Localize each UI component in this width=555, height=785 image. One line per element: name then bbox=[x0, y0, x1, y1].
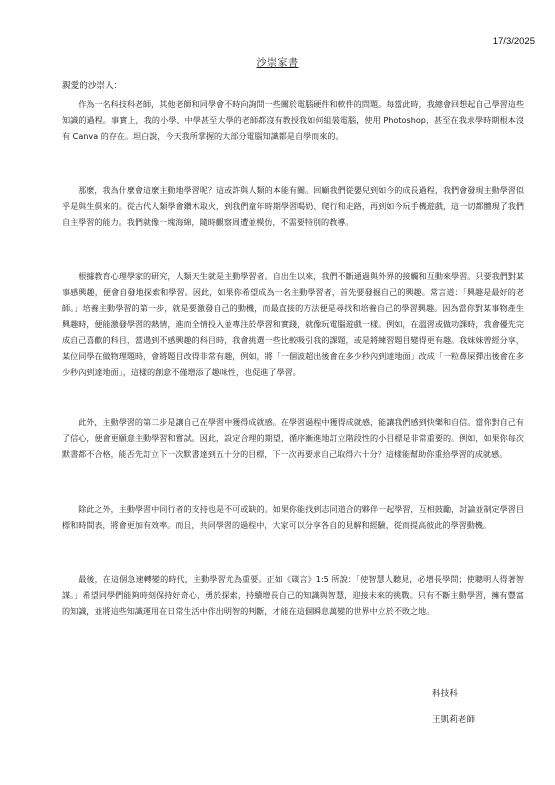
paragraph-5: 除此之外，主動學習中同行者的支持也是不可或缺的。如果你能找到志同道合的夥伴一起學習，互相鼓勵，討論並制定學習目標和時間表，將會更加有效率。而且，共同學習的過程中，大家可以分享各自的見解和經驗，從而提高彼此的學習動機。 bbox=[62, 504, 524, 530]
paragraph-1: 作為一名科技科老師，其他老師和同學會不時向詢問一些關於電腦硬件和軟件的問題。每當此時，我總會回想起自己學習這些知識的過程。事實上，我的小學、中學甚至大學的老師都沒有教授我如何組裝電腦，使用 Photoshop，甚至在我求學時期根本沒有 Canva 的存在。坦白說，今天我所掌握的大部分電腦知識都是自學而來的。 bbox=[62, 99, 524, 141]
paragraph-2: 那麼，我為什麼會這麼主動地學習呢？這或許與人類的本能有關。回顧我們從嬰兒到如今的成長過程，我們會發現主動學習似乎是與生俱來的。從古代人類學會鑽木取火，到我們童年時期學習喝奶、爬行和走路，再到如今玩手機遊戲，這一切都體現了我們自主學習的能力。我們就像一塊海綿，隨時觀察周遭並模仿，不需要特別的教導。 bbox=[62, 185, 524, 227]
paragraph-6: 最後，在這個急速轉變的時代，主動學習尤為重要。正如《箴言》1:5 所說：「使智慧人聽見，必增長學問；使聰明人得著智謀。」希望同學們能夠時刻保持好奇心，勇於探索，持續增長自己的知識與智慧，迎接未來的挑戰。只有不斷主動學習，擁有豐富的知識，並將這些知識運用在日常生活中作出明智的判斷，才能在這個瞬息萬變的世界中立於不敗之地。 bbox=[62, 574, 524, 616]
signature-teacher: 王凱莉老師 bbox=[432, 715, 475, 725]
signature-department: 科技科 bbox=[432, 689, 458, 699]
letter-title: 沙崇家書 bbox=[256, 58, 299, 69]
paragraph-3: 根據教育心理學家的研究，人類天生就是主動學習者。自出生以來，我們不斷通過與外界的接觸和互動來學習。只要我們對某事感興趣，便會自發地探索和學習。因此，如果你希望成為一名主動學習者，首先要發掘自己的興趣。常言道：「興趣是最好的老師。」培養主動學習的第一步，就是要激發自己的動機，而最直接的方法便是尋找和培養自己的學習興趣。因為當你對某事物產生興趣時，便能激發學習的熱情，進而全情投入並專注於學習和實踐，就像玩電腦遊戲一樣。例如，在溫習或做功課時，我會優先完成自己喜歡的科目，當遇到不感興趣的科目時，我會挑選一些比較吸引我的課題，或是將練習題目變得更有趣。我妹妹曾經分享，某位同學在做物理題時，會將題目改得非常有趣，例如，將「一個波超出後會在多少秒內到達地面」改成「一粒鼻屎彈出後會在多少秒內到達地面」，這樣的創意不僅增添了趣味性，也促進了學習。 bbox=[62, 271, 524, 377]
letter-date: 17/3/2025 bbox=[492, 36, 535, 47]
salutation: 親愛的沙崇人： bbox=[62, 81, 123, 91]
paragraph-4: 此外，主動學習的第二步是讓自己在學習中獲得成就感。在學習過程中獲得成就感，能讓我們感到快樂和自信。當你對自己有了信心，便會更願意主動學習和嘗試。因此，設定合理的期望，循序漸進地訂立階段性的小目標是非常重要的。例如，如果你每次默書都不合格，能否先訂立下一次默書達到五十分的目標，下一次再要求自己取得六十分？這樣能幫助你重拾學習的成就感。 bbox=[62, 417, 524, 459]
